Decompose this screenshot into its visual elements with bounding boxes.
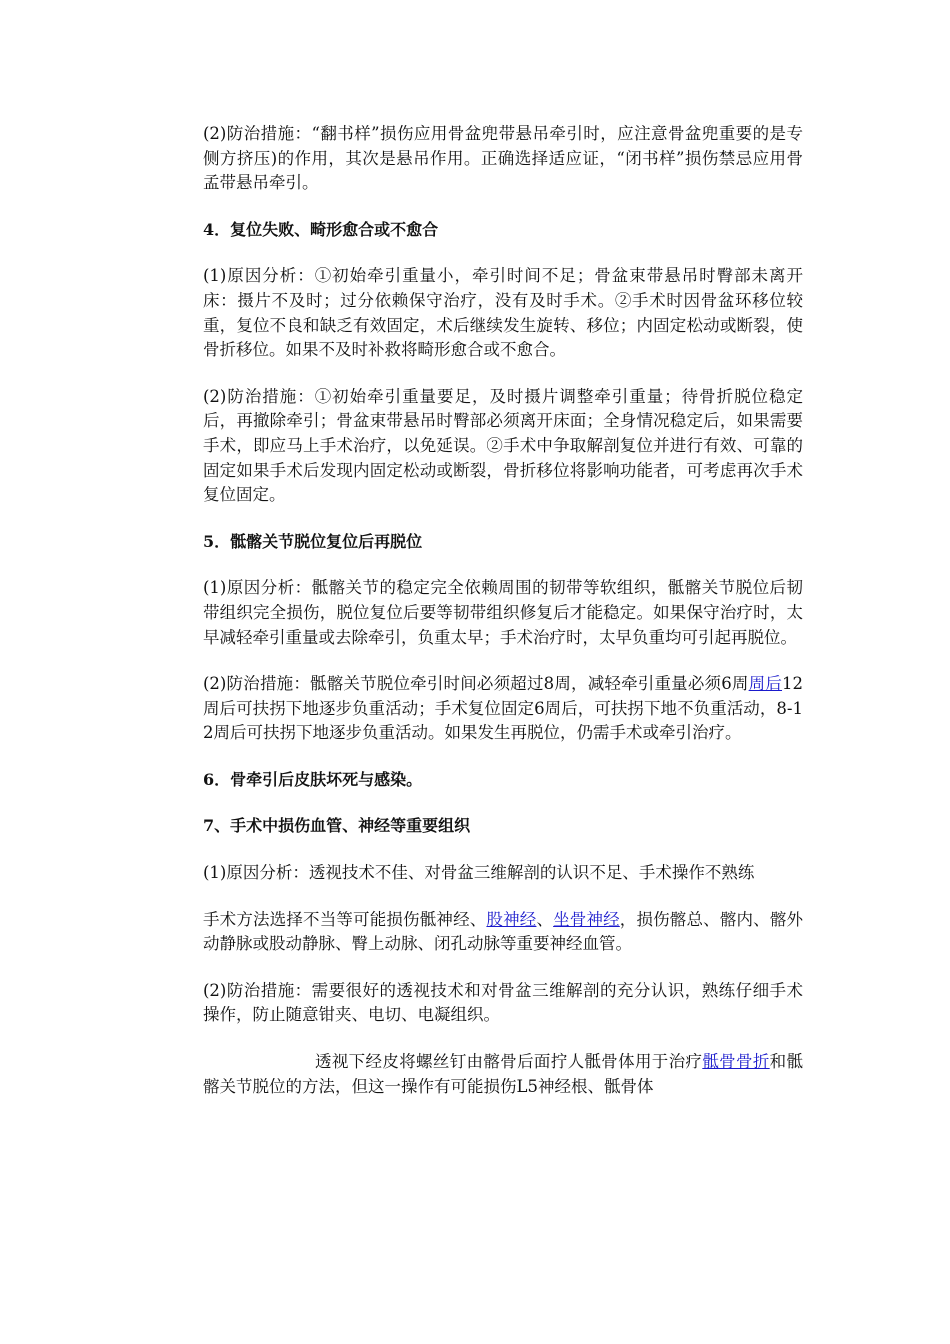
paragraph: [203, 861, 803, 886]
text-run: (1)原因分析：透视技术不佳、对骨盆三维解剖的认识不足、手术操作不熟练: [203, 863, 755, 883]
paragraph: [203, 1050, 803, 1099]
text-run: 透视下经皮将螺丝钉由髂骨后面拧人骶骨体用于治疗: [315, 1052, 703, 1072]
term-link[interactable]: 股神经: [486, 909, 537, 929]
term-link[interactable]: 周后: [748, 674, 783, 694]
section-heading: 6．骨牵引后皮肤坏死与感染。: [203, 769, 423, 789]
text-run: 、: [536, 909, 554, 929]
paragraph: [203, 979, 803, 1028]
section-heading: 7、手术中损伤血管、神经等重要组织: [203, 816, 471, 836]
text-run: (1)原因分析：骶髂关节的稳定完全依赖周围的韧带等软组织，骶髂关节脱位后韧带组织完全损伤，脱位复位后要等韧带组织修复后才能稳定。如果保守治疗时，太早减轻牵引重量或去除牵引，负重太早；手术治疗时，太早负重均可引起再脱位。: [203, 578, 803, 647]
text-run: 和骶髂关节脱位的方法，但这一操作有可能损伤L5神经根、骶骨体: [203, 1052, 804, 1096]
term-link[interactable]: 骶骨骨折: [702, 1052, 770, 1072]
document-page: [203, 122, 803, 1099]
text-run: (2)防治措施：需要很好的透视技术和对骨盆三维解剖的充分认识，熟练仔细手术操作，防止随意钳夹、电切、电凝组织。: [203, 980, 803, 1025]
text-run: 手术方法选择不当等可能损伤骶神经、: [203, 909, 487, 929]
paragraph: [203, 576, 803, 650]
text-run: (1)原因分析：①初始牵引重量小，牵引时间不足；骨盆束带悬吊时臀部未离开床：摄片不及时；过分依赖保守治疗，没有及时手术。②手术时因骨盆环移位较重，复位不良和缺乏有效固定，术后继续发生旋转、移位；内固定松动或断裂，使骨折移位。如果不及时补救将畸形愈合或不愈合。: [203, 266, 803, 360]
paragraph: [203, 264, 803, 362]
paragraph: [203, 385, 803, 508]
text-run: (2)防治措施：骶髂关节脱位牵引时间必须超过8周，减轻牵引重量必须6周: [203, 674, 749, 694]
paragraph: [203, 672, 803, 746]
text-run: ，损伤髂总、髂内、髂外动静脉或股动静脉、臀上动脉、闭孔动脉等重要神经血管。: [203, 909, 804, 954]
term-link[interactable]: 坐骨神经: [553, 909, 620, 929]
text-run: (2)防治措施：①初始牵引重量要足，及时摄片调整牵引重量；待骨折脱位稳定后，再撤除牵引；骨盆束带悬吊时臀部必须离开床面；全身情况稳定后，如果需要手术，即应马上手术治疗，以免延误。②手术中争取解剖复位并进行有效、可靠的固定如果手术后发现内固定松动或断裂，骨折移位将影响功能者，可考虑再次手术复位固定。: [203, 386, 803, 505]
paragraph: [203, 908, 803, 957]
text-run: 12周后可扶拐下地逐步负重活动；手术复位固定6周后，可扶拐下地不负重活动，8-12周后可扶拐下地逐步负重活动。如果发生再脱位，仍需手术或牵引治疗。: [203, 674, 804, 743]
section-heading: 4．复位失败、畸形愈合或不愈合: [203, 219, 439, 239]
text-run: (2)防治措施：“翻书样”损伤应用骨盆兜带悬吊牵引时，应注意骨盆兜重要的是专侧方挤压)的作用，其次是悬吊作用。正确选择适应证，“闭书样”损伤禁忌应用骨孟带悬吊牵引。: [203, 124, 803, 193]
paragraph: [203, 122, 803, 196]
section-heading: 5．骶髂关节脱位复位后再脱位: [203, 531, 423, 551]
